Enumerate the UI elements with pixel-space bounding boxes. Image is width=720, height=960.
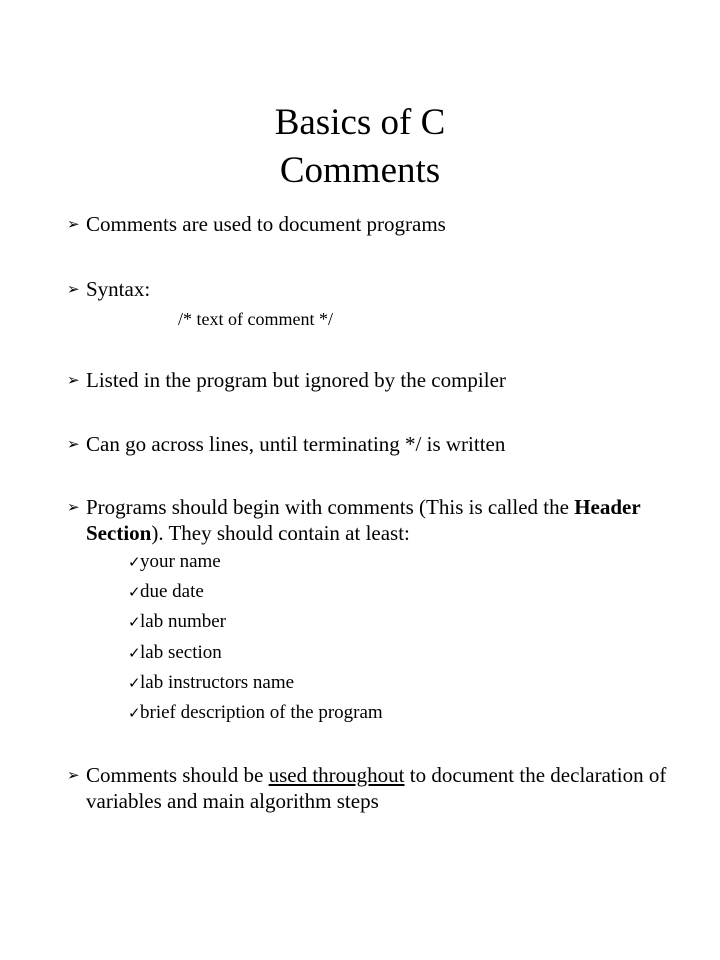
bullet-used-throughout: ➢ Comments should be used throughout to document the declaration of variables and main algorithm steps xyxy=(67,763,667,813)
arrow-bullet-icon: ➢ xyxy=(67,498,80,516)
check-icon: ✓ xyxy=(128,553,141,571)
check-icon: ✓ xyxy=(128,674,141,692)
bullet-header-section: ➢ Programs should begin with comments (This is called the Header Section). They should contain at least: xyxy=(67,495,641,545)
used-throughout-emphasis: used throughout xyxy=(268,763,405,787)
list-item: ✓lab section xyxy=(128,642,222,663)
slide-title: Basics of C xyxy=(274,102,446,143)
list-item: ✓lab number xyxy=(128,611,227,632)
list-item: ✓lab instructors name xyxy=(128,672,295,693)
arrow-bullet-icon: ➢ xyxy=(67,766,80,784)
arrow-bullet-icon: ➢ xyxy=(67,435,80,453)
bullet-multiline: ➢ Can go across lines, until terminating */ is written xyxy=(67,432,506,456)
check-icon: ✓ xyxy=(128,583,141,601)
check-icon: ✓ xyxy=(128,704,141,722)
list-item: ✓your name xyxy=(128,551,221,572)
arrow-bullet-icon: ➢ xyxy=(67,371,80,389)
check-icon: ✓ xyxy=(128,644,141,662)
arrow-bullet-icon: ➢ xyxy=(67,280,80,298)
syntax-example: /* text of comment */ xyxy=(178,309,333,329)
list-item: ✓due date xyxy=(128,581,204,602)
slide-subtitle: Comments xyxy=(279,150,441,191)
header-section-term: Header Section xyxy=(86,495,641,545)
bullet-ignored-by-compiler: ➢ Listed in the program but ignored by the compiler xyxy=(67,368,506,392)
arrow-bullet-icon: ➢ xyxy=(67,215,80,233)
bullet-comments-purpose: ➢ Comments are used to document programs xyxy=(67,212,446,236)
list-item: ✓brief description of the program xyxy=(128,702,383,723)
check-icon: ✓ xyxy=(128,613,141,631)
bullet-syntax: ➢ Syntax: xyxy=(67,277,151,301)
